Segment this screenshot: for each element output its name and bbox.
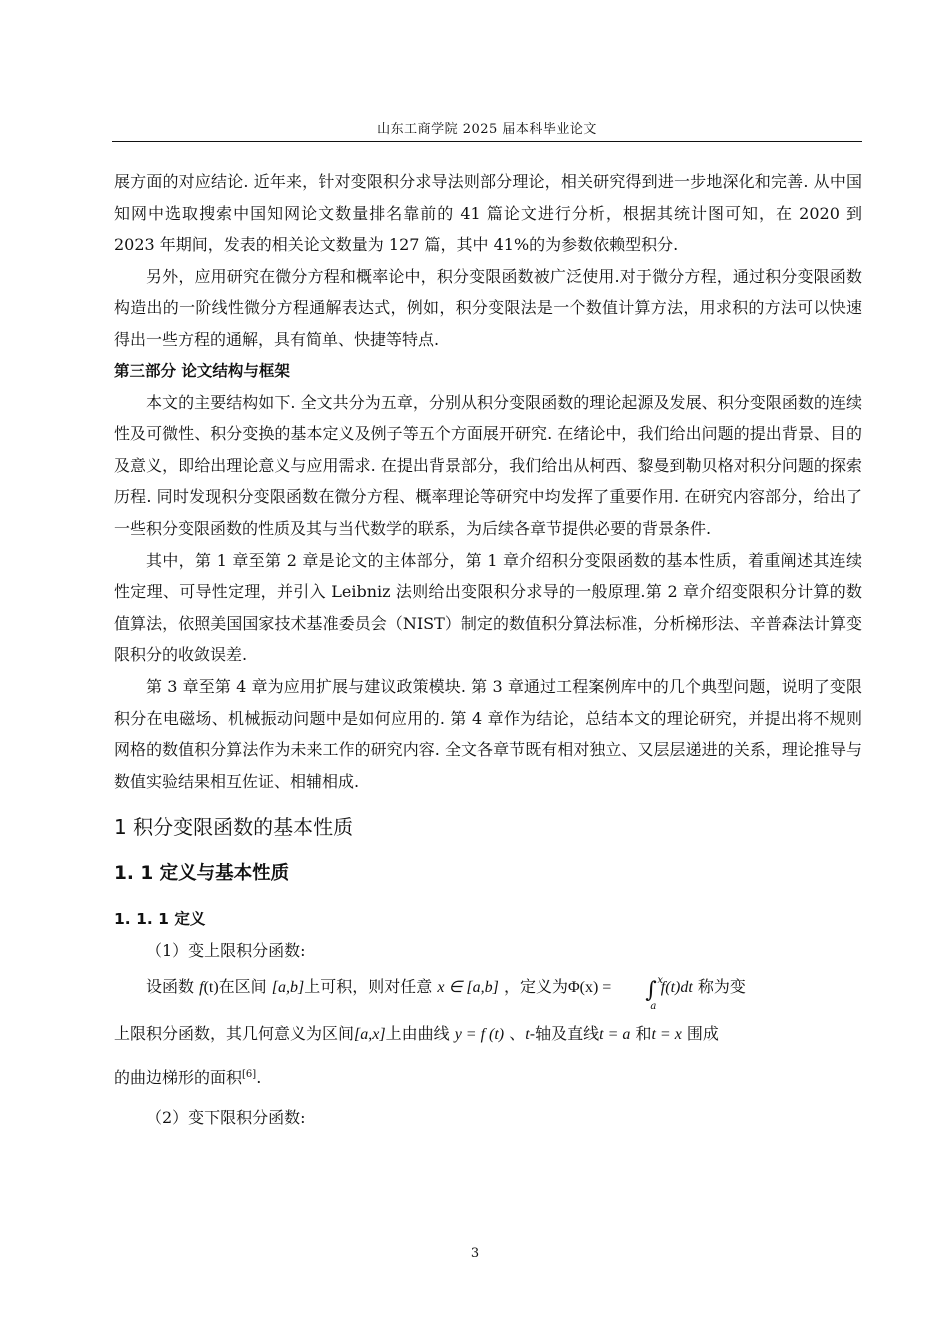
- definition-item-2: （2）变下限积分函数:: [146, 1107, 306, 1127]
- paragraph-5: 第 3 章至第 4 章为应用扩展与建议政策模块. 第 3 章通过工程案例库中的几个典型问题，说明了变限积分在电磁场、机械振动问题中是如何应用的. 第 4 章作为结论，总结本文的理论研究，并提出将不规则网格的数值积分算法作为未来工作的研究内容. 全文各章节既有相对独立、又层层递进的关系，理论推导与数值实验结果相互佐证、相辅相成.: [114, 676, 862, 791]
- definition-item-1: （1）变上限积分函数:: [146, 941, 306, 961]
- subsection-heading: 1. 1. 1 定义: [114, 910, 206, 929]
- paragraph-4: 其中，第 1 章至第 2 章是论文的主体部分，第 1 章介绍积分变限函数的基本性质，着重阐述其连续性定理、可导性定理，并引入 Leibniz 法则给出变限积分求导的一般原理.第 2 章介绍变限积分计算的数值算法，依照美国国家技术基准委员会（NIST）制定的数值积分算法标准，分析梯形法、辛普森法计算变限积分的收敛误差.: [114, 550, 862, 665]
- paragraph-2: 另外，应用研究在微分方程和概率论中，积分变限函数被广泛使用.对于微分方程，通过积分变限函数构造出的一阶线性微分方程通解表达式，例如，积分变限法是一个数值计算方法，用求积的方法可以快速得出一些方程的通解，具有简单、快捷等特点.: [114, 266, 862, 349]
- part3-heading: 第三部分 论文结构与框架: [114, 361, 290, 380]
- page-header: 山东工商学院 2025 届本科毕业论文: [377, 122, 597, 137]
- citation: [6]: [242, 1068, 257, 1080]
- paragraph-1: 展方面的对应结论. 近年来，针对变限积分求导法则部分理论，相关研究得到进一步地深化和完善. 从中国知网中选取搜索中国知网论文数量排名靠前的 41 篇论文进行分析，根据其统计图可知，在 2020 到 2023 年期间，发表的相关论文数量为 127 篇，其中 41%的为参数依赖型积分.: [114, 172, 862, 255]
- definition-line-2: 上限积分函数，其几何意义为区间[a,x]上由曲线 y = f (t) 、t-轴及直线t = a 和t = x 围成: [114, 1023, 719, 1043]
- section-heading: 1. 1 定义与基本性质: [114, 863, 290, 885]
- page-body: [114, 166, 862, 1138]
- paragraph-3: 本文的主要结构如下. 全文共分为五章，分别从积分变限函数的理论起源及发展、积分变限函数的连续性及可微性、积分变换的基本定义及例子等五个方面展开研究. 在绪论中，我们给出问题的提出背景、目的及意义，即给出理论意义与应用需求. 在提出背景部分，我们给出从柯西、黎曼到勒贝格对积分问题的探索历程. 同时发现积分变限函数在微分方程、概率理论等研究中均发挥了重要作用. 在研究内容部分，给出了一些积分变限函数的性质及其与当代数学的联系，为后续各章节提供必要的背景条件.: [114, 392, 862, 538]
- definition-line-3: 的曲边梯形的面积[6].: [114, 1067, 262, 1087]
- definition-line-1: 设函数 f(t)在区间 [a,b]上可积，则对任意 x ∈ [a,b] ，定义为Φ(x) = ∫ x a f(t)dt 称为变: [114, 967, 862, 1011]
- integral-sign: ∫ x a: [645, 974, 663, 1012]
- chapter-heading: 1 积分变限函数的基本性质: [114, 815, 354, 840]
- header-rule: [112, 141, 862, 142]
- page-number: 3: [470, 1246, 480, 1261]
